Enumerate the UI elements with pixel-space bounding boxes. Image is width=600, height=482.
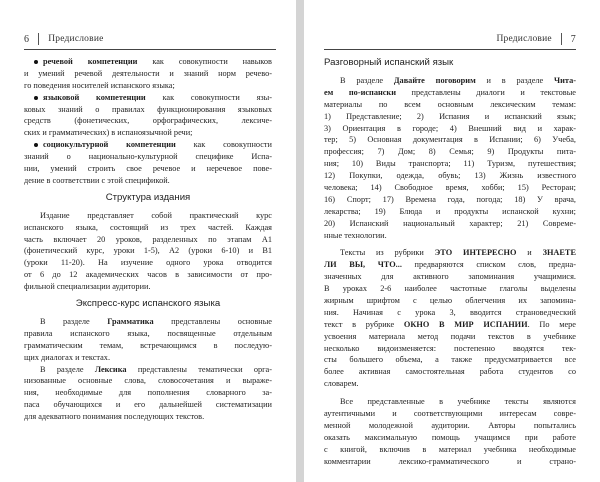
text-line xyxy=(324,307,576,319)
text-line xyxy=(324,75,576,87)
line-text: дение в соответствии с этой спецификой. xyxy=(24,175,170,185)
bold-term: языковой компетенции xyxy=(43,92,146,102)
header-separator xyxy=(561,33,562,45)
line-text: В уроках 2-6 наиболее частотные глаголы выделены xyxy=(324,284,576,294)
line-text: правила испанского языка, посвященные отдельным xyxy=(24,328,272,338)
text-line xyxy=(24,387,272,399)
book-gutter xyxy=(296,0,304,482)
line-text: представлены диалоги и текстовые xyxy=(396,87,576,97)
line-text: материалы по всем основным лексическим темам: xyxy=(324,99,576,109)
dialogues-paragraph xyxy=(324,75,576,247)
left-running-header xyxy=(24,30,276,48)
text-line xyxy=(324,343,576,355)
text-line xyxy=(324,378,576,390)
line-text: тер; 5) Основная документация в Испании; 6) Учеба, xyxy=(324,135,576,145)
bullet-icon xyxy=(34,60,38,64)
line-text: лекарства; 19) Блюда и продукты испанской кухни; xyxy=(324,206,576,216)
line-text: менной молодежной аудитории. Авторы попытались xyxy=(324,420,576,430)
text-line xyxy=(24,245,272,257)
line-text: Тексты из рубрики xyxy=(340,248,435,258)
text-line xyxy=(324,319,576,331)
text-line xyxy=(324,218,576,230)
line-text: профессия; 7) Дом; 8) Семья; 9) Продукты пита- xyxy=(324,147,576,157)
line-text: словарем. xyxy=(324,379,359,389)
line-text: 12) Покупки, одежда, обувь; 13) Жизнь известного xyxy=(324,171,576,181)
bold-term: ЛИ ВЫ, ЧТО... xyxy=(324,260,402,270)
text-line xyxy=(324,99,576,111)
line-text: 16) Спорт; 17) Времена года, погода; 18) У врача, xyxy=(324,194,576,204)
text-line xyxy=(24,127,272,139)
text-line xyxy=(324,432,576,444)
line-text: В разделе xyxy=(40,317,108,327)
text-line xyxy=(24,257,272,269)
header-separator xyxy=(38,33,39,45)
line-text: как совокупности язы- xyxy=(145,92,272,102)
section-heading-express-course: Экспресс-курс испанского языка xyxy=(75,298,221,310)
bold-term: Грамматика xyxy=(107,317,154,327)
bold-term: ЗНАЕТЕ xyxy=(542,248,576,258)
line-text: как совокупности навыков xyxy=(137,57,272,66)
line-text: грамматическим темам, встречающимся в последую- xyxy=(24,340,272,350)
text-line xyxy=(24,56,272,68)
text-line xyxy=(324,354,576,366)
text-line xyxy=(324,194,576,206)
line-text: 3) Ориентация в городе; 4) Внешний вид и харак- xyxy=(324,123,576,133)
text-line xyxy=(24,210,272,222)
header-rule xyxy=(324,49,576,50)
text-line xyxy=(324,456,576,468)
bold-term: Лексика xyxy=(94,364,127,374)
line-text: ния. Начиная с урока 3, вводится страноведческий xyxy=(324,307,576,317)
line-text: и xyxy=(516,248,543,258)
line-text: паса обучающихся и его дальнейшей систематизации xyxy=(24,400,272,410)
line-text: средств (фонетических, орфографических, лексиче- xyxy=(24,116,272,126)
section-heading-structure: Структура издания xyxy=(105,191,191,203)
line-text: ских и грамматических) в испаноязычной речи; xyxy=(24,128,193,138)
line-text: и в разделе xyxy=(475,76,555,85)
line-text: ния; 10) Виды транспорта; 11) Туризм, путешествия; xyxy=(324,159,576,169)
bullet-icon xyxy=(34,143,38,147)
text-line xyxy=(24,352,272,364)
line-text: Все представленные в учебнике тексты являются xyxy=(340,397,576,407)
text-line xyxy=(324,396,576,408)
running-head: Предисловие xyxy=(48,34,104,44)
text-line xyxy=(324,182,576,194)
text-line xyxy=(24,234,272,246)
structure-paragraph xyxy=(24,210,272,293)
text-line xyxy=(24,399,272,411)
line-text: испанского языка, состоящий из трех частей. Каждая xyxy=(24,222,272,232)
text-line xyxy=(24,281,272,293)
text-line xyxy=(24,316,272,328)
bold-term: ЭТО ИНТЕРЕСНО xyxy=(434,248,517,258)
text-line xyxy=(324,230,576,242)
line-text: нии, умений строить свое речевое и неречевое пове- xyxy=(24,164,272,174)
line-text: (уроки 11-20). На изучение одного урока отводится xyxy=(24,258,272,268)
line-text: сты большего объема, а также предусматривается все xyxy=(324,355,576,365)
line-text: фильной специализации аудитории. xyxy=(24,282,151,292)
line-text: 20) Испанский национальный характер; 21) Совреме- xyxy=(324,218,576,228)
line-text: ния, необходимые для пополнения словарного за- xyxy=(24,388,272,398)
line-text: оказать максимальную помощь учащимся при работе xyxy=(324,432,576,442)
line-text: В разделе xyxy=(40,364,95,374)
text-line xyxy=(324,123,576,135)
line-text: представлены тематически орга- xyxy=(126,364,272,374)
text-line xyxy=(24,411,272,423)
text-line xyxy=(24,151,272,163)
text-line xyxy=(24,269,272,281)
text-line xyxy=(24,163,272,175)
text-line xyxy=(324,259,576,271)
text-line xyxy=(324,87,576,99)
line-text: аутентичными и соответствующими интересам совре- xyxy=(324,409,576,419)
text-line xyxy=(24,364,272,376)
text-line xyxy=(24,92,272,104)
text-line xyxy=(24,104,272,116)
right-running-header xyxy=(324,30,576,48)
bold-term: ем по-испански xyxy=(324,87,396,97)
right-page-body xyxy=(324,56,576,468)
text-line xyxy=(324,283,576,295)
text-line xyxy=(324,134,576,146)
express-course-paragraphs xyxy=(24,316,272,423)
bold-term: ОКНО В МИР ИСПАНИИ xyxy=(403,319,528,329)
text-line xyxy=(324,444,576,456)
line-text: комментарии лексико-грамматического и страно- xyxy=(324,456,576,466)
text-line xyxy=(324,111,576,123)
line-text: В разделе xyxy=(340,76,394,85)
left-page-body xyxy=(24,56,272,423)
line-text: низованные основные слова, словосочетания и выраже- xyxy=(24,376,272,386)
line-text: для адекватного понимания последующих текстов. xyxy=(24,412,205,422)
bold-term: Чита- xyxy=(554,76,576,85)
line-text: го поведения носителей испанского языка; xyxy=(24,80,175,90)
line-text: представлены основные xyxy=(153,317,272,327)
running-head: Предисловие xyxy=(496,34,552,44)
text-line xyxy=(324,366,576,378)
line-text: нные технологии. xyxy=(324,230,387,240)
text-line xyxy=(24,222,272,234)
line-text: ковых знаний о правилах функционирования языковых xyxy=(24,104,272,114)
line-text: от 6 до 12 академических часов в зависимости от про- xyxy=(24,270,272,280)
text-line xyxy=(324,206,576,218)
competences-list xyxy=(24,56,272,187)
bullet-icon xyxy=(34,96,38,100)
text-line xyxy=(24,68,272,80)
line-text: как совокупности xyxy=(175,140,272,150)
line-text: жирным шрифтом с целью облегчения их запомина- xyxy=(324,296,576,306)
page-number: 6 xyxy=(24,33,30,45)
text-line xyxy=(24,139,272,151)
text-line xyxy=(324,331,576,343)
text-line xyxy=(24,175,272,187)
line-text: и умений речевой деятельности и знаний норм речево- xyxy=(24,68,272,78)
line-text: 1) Представление; 2) Испания и испанский язык; xyxy=(324,111,576,121)
line-text: несколько видоизменяется: постепенно вводятся тек- xyxy=(324,343,576,353)
right-page xyxy=(304,0,600,482)
text-line xyxy=(324,420,576,432)
text-line xyxy=(24,80,272,92)
line-text: предваряются списком слов, предна- xyxy=(401,260,576,270)
line-text: (фонетический курс, уроки 1-5), А2 (уроки 6-10) и В1 xyxy=(24,246,272,256)
text-line xyxy=(24,115,272,127)
bold-term: Давайте поговорим xyxy=(393,76,476,85)
line-text: с книгой, включив в материал учебника необходимые xyxy=(324,444,576,454)
left-page xyxy=(0,0,296,482)
line-text: текст в рубрике xyxy=(324,319,404,329)
page-number: 7 xyxy=(570,33,576,45)
line-text: . По мере xyxy=(527,319,576,329)
text-line xyxy=(24,340,272,352)
header-rule xyxy=(24,49,276,50)
line-text: более активная самостоятельная работа студентов со xyxy=(324,367,576,377)
bold-term: речевой компетенции xyxy=(43,57,138,66)
section-heading-spoken-spanish: Разговорный испанский язык xyxy=(324,57,454,68)
bold-term: социокультурной компетенции xyxy=(43,140,176,150)
text-line xyxy=(324,247,576,259)
text-line xyxy=(324,271,576,283)
text-line xyxy=(324,408,576,420)
line-text: человека; 14) Свободное время, хобби; 15) Ресторан; xyxy=(324,183,576,193)
authentic-texts-paragraph xyxy=(324,396,576,467)
text-line xyxy=(24,328,272,340)
rubrics-paragraph xyxy=(324,247,576,396)
line-text: часть включает 20 уроков, разделенных по этапам А1 xyxy=(24,234,272,244)
text-line xyxy=(324,170,576,182)
text-line xyxy=(324,146,576,158)
line-text: значенных для активного запоминания учащимися. xyxy=(324,272,576,282)
text-line xyxy=(324,295,576,307)
text-line xyxy=(24,375,272,387)
text-line xyxy=(324,158,576,170)
line-text: Издание представляет собой практический курс xyxy=(40,210,272,220)
line-text: усвоения материала метод подачи текстов в учебнике xyxy=(324,331,576,341)
line-text: щих диалогах и текстах. xyxy=(24,352,111,362)
line-text: знаний о национально-культурной специфике Испа- xyxy=(24,152,272,162)
